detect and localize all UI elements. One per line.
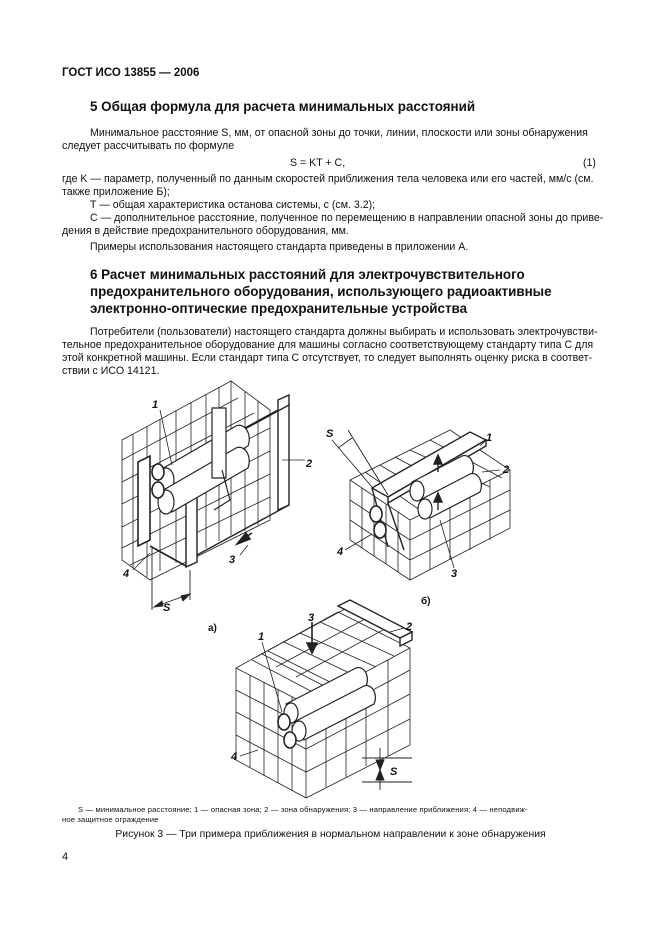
diagram-v-sensor-frame (338, 600, 412, 646)
figure-legend-line2: ное защитное ограждение (62, 815, 159, 824)
document-header: ГОСТ ИСО 13855 — 2006 (62, 67, 200, 79)
label-a-4: 4 (123, 568, 130, 580)
section-6-title (90, 267, 610, 317)
section-6-title-line3: электронно-оптические предохранительные устройства (90, 300, 468, 316)
figure-caption: Рисунок 3 — Три примера приближения в нормальном направлении к зоне обнаружения (115, 829, 546, 840)
figure-legend-line1: S — минимальное расстояние; 1 — опасная зона; 2 — зона обнаружения; 3 — направление приближения; 4 — неподвиж- (78, 805, 528, 814)
diagram-v (230, 600, 412, 798)
diagram-v-approach-arrow (307, 622, 317, 653)
label-b-s: S (326, 428, 334, 440)
label-a-2: 2 (306, 458, 313, 470)
t-definition: T — общая характеристика останова системы, с (см. 3.2); (90, 199, 376, 211)
diagram-v-rollers (284, 668, 375, 741)
label-a-s: S (163, 602, 171, 614)
diagram-b (326, 428, 510, 607)
section-5-intro-line2: следует рассчитывать по формуле (62, 140, 235, 152)
subfigure-a-label: а) (208, 623, 217, 634)
c-definition-line2: дения в действие предохранительного оборудования, мм. (62, 225, 349, 237)
label-v-3: 3 (308, 612, 315, 624)
section-6-paragraph-line1: Потребители (пользователи) настоящего стандарта должны выбирать и использовать электрочувстви- (90, 326, 598, 338)
figure-3-drawing (0, 380, 661, 800)
diagram-a-approach-arrow (237, 533, 252, 544)
label-b-4: 4 (337, 546, 344, 558)
label-v-1: 1 (258, 631, 265, 643)
section-6-paragraph-line4: ствии с ИСО 14121. (62, 365, 160, 377)
section-6-title-line1: 6 Расчет минимальных расстояний для электрочувствительного (90, 267, 525, 282)
section-5-title: 5 Общая формула для расчета минимальных расстояний (90, 99, 476, 114)
label-a-3: 3 (229, 554, 236, 566)
label-b-3: 3 (451, 568, 458, 580)
label-v-4: 4 (231, 751, 238, 763)
formula: S = KT + C, (290, 157, 346, 169)
label-b-2: 2 (503, 464, 510, 476)
formula-number: (1) (583, 157, 596, 169)
section-6-paragraph-line3: этой конкретной машины. Если стандарт типа С отсутствует, то следует выполнять оценку риска в соответ- (62, 352, 593, 364)
label-a-1: 1 (152, 399, 159, 411)
diagram-a-rollers (158, 408, 249, 514)
c-definition-line1: C — дополнительное расстояние, полученное по перемещению в направлении опасной зоны до приве- (90, 212, 604, 224)
label-v-2: 2 (406, 621, 413, 633)
k-definition-line1: где K — параметр, полученный по данным скоростей приближения тела человека или его частей, мм/с (см. (62, 173, 594, 185)
label-b-1: 1 (486, 432, 493, 444)
examples-note: Примеры использования настоящего стандарта приведены в приложении А. (90, 241, 469, 253)
diagram-a (122, 381, 315, 634)
k-definition-line2: также приложение Б); (62, 186, 170, 198)
section-6-title-line2: предохранительного оборудования, использующего радиоактивные (90, 283, 552, 299)
label-v-s: S (390, 766, 398, 778)
diagram-v-dimension-s (362, 748, 412, 790)
section-6-paragraph-line2: тельное предохранительное оборудование для машины согласно соответствующему стандарту типа С для (62, 339, 594, 351)
subfigure-b-label: б) (421, 596, 431, 607)
page-number: 4 (62, 851, 69, 863)
section-5-intro-line1: Минимальное расстояние S, мм, от опасной зоны до точки, линии, плоскости или зоны обнаружения (90, 127, 588, 139)
